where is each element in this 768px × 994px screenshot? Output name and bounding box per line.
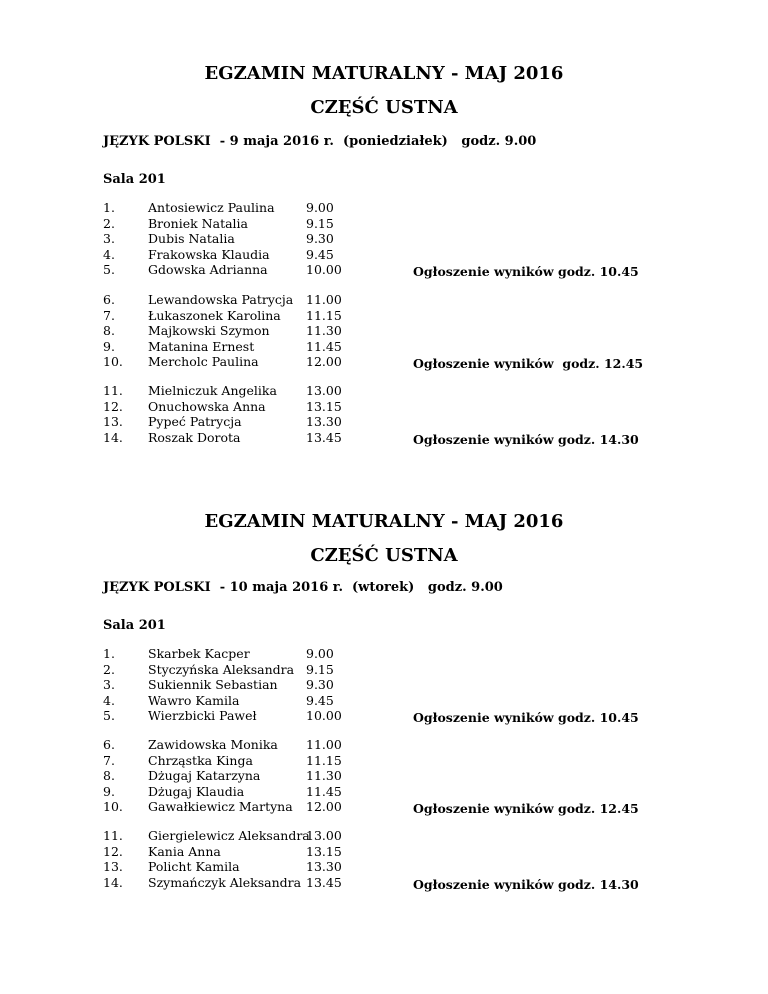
student-name: Antosiewicz Paulina	[148, 200, 275, 215]
student-name: Gawałkiewicz Martyna	[148, 799, 293, 814]
exam-time: 9.15	[306, 215, 334, 231]
section-title: EGZAMIN MATURALNY - MAJ 2016	[204, 511, 564, 532]
row-number: 4.	[103, 692, 115, 708]
table-row	[0, 662, 768, 678]
exam-time: 11.15	[306, 307, 342, 323]
table-row	[0, 399, 768, 415]
results-announcement: Ogłoszenie wyników godz. 14.30	[413, 876, 639, 892]
table-row	[0, 323, 768, 339]
exam-time: 13.30	[306, 414, 342, 429]
student-name: Broniek Natalia	[148, 215, 248, 231]
row-number: 13.	[103, 859, 123, 874]
section-subtitle: CZĘŚĆ USTNA	[310, 97, 458, 118]
table-row	[0, 646, 768, 662]
table-row	[0, 875, 768, 891]
student-name: Frakowska Klaudia	[148, 246, 270, 262]
table-row	[0, 677, 768, 693]
schedule-group-1	[0, 200, 768, 278]
student-name: Zawidowska Monika	[148, 737, 278, 752]
exam-time: 11.15	[306, 752, 342, 768]
table-row	[0, 383, 768, 399]
student-name: Giergielewicz Aleksandra	[148, 828, 310, 843]
table-row	[0, 768, 768, 784]
row-number: 11.	[103, 828, 123, 843]
room-label: Sala 201	[103, 172, 166, 187]
student-name: Skarbek Kacper	[148, 646, 250, 661]
table-row	[0, 737, 768, 753]
exam-time: 11.00	[306, 292, 342, 307]
student-name: Styczyńska Aleksandra	[148, 661, 295, 677]
row-number: 1.	[103, 646, 115, 661]
row-number: 7.	[103, 752, 115, 768]
row-number: 12.	[103, 843, 123, 859]
table-row	[0, 247, 768, 263]
table-row	[0, 693, 768, 709]
results-announcement: Ogłoszenie wyników godz. 10.45	[413, 264, 639, 279]
table-row	[0, 414, 768, 430]
exam-time: 13.15	[306, 843, 342, 859]
exam-time: 11.30	[306, 768, 342, 783]
student-name: Dżugaj Klaudia	[148, 783, 245, 799]
table-row	[0, 262, 768, 278]
schedule-group-3	[0, 383, 768, 445]
room-label: Sala 201	[103, 618, 166, 633]
table-row	[0, 200, 768, 216]
exam-time: 9.30	[306, 677, 334, 692]
student-name: Wierzbicki Paweł	[148, 708, 257, 723]
row-number: 9.	[103, 338, 115, 354]
exam-time: 13.15	[306, 398, 342, 414]
row-number: 5.	[103, 708, 115, 723]
exam-time: 9.00	[306, 646, 334, 661]
row-number: 2.	[103, 215, 115, 231]
student-name: Majkowski Szymon	[148, 323, 270, 338]
exam-time: 9.30	[306, 231, 334, 246]
results-announcement: Ogłoszenie wyników godz. 10.45	[413, 710, 639, 725]
student-name: Pypeć Patrycja	[148, 414, 242, 429]
student-name: Szymańczyk Aleksandra	[148, 874, 302, 890]
row-number: 5.	[103, 262, 115, 277]
schedule-group-3	[0, 828, 768, 890]
row-number: 14.	[103, 874, 123, 890]
exam-time: 9.15	[306, 661, 334, 677]
student-name: Roszak Dorota	[148, 429, 241, 445]
student-name: Lewandowska Patrycja	[148, 292, 294, 307]
row-number: 6.	[103, 737, 115, 752]
exam-time: 13.30	[306, 859, 342, 874]
exam-time: 12.00	[306, 354, 342, 369]
row-number: 13.	[103, 414, 123, 429]
row-number: 10.	[103, 799, 123, 814]
schedule-group-1	[0, 646, 768, 724]
subject-line: JĘZYK POLSKI - 9 maja 2016 r. (poniedziałek) godz. 9.00	[103, 134, 537, 149]
exam-time: 12.00	[306, 799, 342, 814]
row-number: 3.	[103, 677, 115, 692]
table-row	[0, 859, 768, 875]
student-name: Matanina Ernest	[148, 338, 255, 354]
exam-time: 10.00	[306, 708, 342, 723]
schedule-group-2	[0, 292, 768, 370]
table-row	[0, 292, 768, 308]
table-row	[0, 430, 768, 446]
exam-time: 11.00	[306, 737, 342, 752]
row-number: 8.	[103, 323, 115, 338]
row-number: 4.	[103, 246, 115, 262]
schedule-group-2	[0, 737, 768, 815]
exam-time: 11.30	[306, 323, 342, 338]
student-name: Łukaszonek Karolina	[148, 307, 281, 323]
student-name: Onuchowska Anna	[148, 398, 266, 414]
student-name: Kania Anna	[148, 843, 221, 859]
exam-time: 13.45	[306, 874, 342, 890]
exam-time: 13.00	[306, 828, 342, 843]
table-row	[0, 799, 768, 815]
row-number: 14.	[103, 429, 123, 445]
student-name: Dżugaj Katarzyna	[148, 768, 261, 783]
exam-time: 9.45	[306, 692, 334, 708]
student-name: Mielniczuk Angelika	[148, 383, 277, 398]
student-name: Dubis Natalia	[148, 231, 235, 246]
exam-time: 13.45	[306, 429, 342, 445]
table-row	[0, 231, 768, 247]
row-number: 11.	[103, 383, 123, 398]
results-announcement: Ogłoszenie wyników godz. 12.45	[413, 356, 644, 371]
student-name: Wawro Kamila	[148, 692, 240, 708]
student-name: Gdowska Adrianna	[148, 262, 268, 277]
results-announcement: Ogłoszenie wyników godz. 14.30	[413, 431, 639, 447]
row-number: 1.	[103, 200, 115, 215]
table-row	[0, 828, 768, 844]
exam-time: 11.45	[306, 783, 342, 799]
table-row	[0, 708, 768, 724]
table-row	[0, 308, 768, 324]
table-row	[0, 784, 768, 800]
results-announcement: Ogłoszenie wyników godz. 12.45	[413, 801, 639, 816]
table-row	[0, 354, 768, 370]
exam-time: 11.45	[306, 338, 342, 354]
table-row	[0, 339, 768, 355]
table-row	[0, 216, 768, 232]
exam-time: 10.00	[306, 262, 342, 277]
row-number: 8.	[103, 768, 115, 783]
exam-time: 9.00	[306, 200, 334, 215]
subject-line: JĘZYK POLSKI - 10 maja 2016 r. (wtorek) godz. 9.00	[103, 580, 503, 595]
student-name: Sukiennik Sebastian	[148, 677, 278, 692]
row-number: 12.	[103, 398, 123, 414]
student-name: Mercholc Paulina	[148, 354, 259, 369]
row-number: 3.	[103, 231, 115, 246]
exam-time: 13.00	[306, 383, 342, 398]
row-number: 10.	[103, 354, 123, 369]
section-title: EGZAMIN MATURALNY - MAJ 2016	[204, 63, 564, 84]
row-number: 7.	[103, 307, 115, 323]
row-number: 2.	[103, 661, 115, 677]
row-number: 9.	[103, 783, 115, 799]
exam-time: 9.45	[306, 246, 334, 262]
table-row	[0, 753, 768, 769]
section-subtitle: CZĘŚĆ USTNA	[310, 545, 458, 566]
student-name: Chrząstka Kinga	[148, 752, 253, 768]
row-number: 6.	[103, 292, 115, 307]
table-row	[0, 844, 768, 860]
student-name: Policht Kamila	[148, 859, 240, 874]
